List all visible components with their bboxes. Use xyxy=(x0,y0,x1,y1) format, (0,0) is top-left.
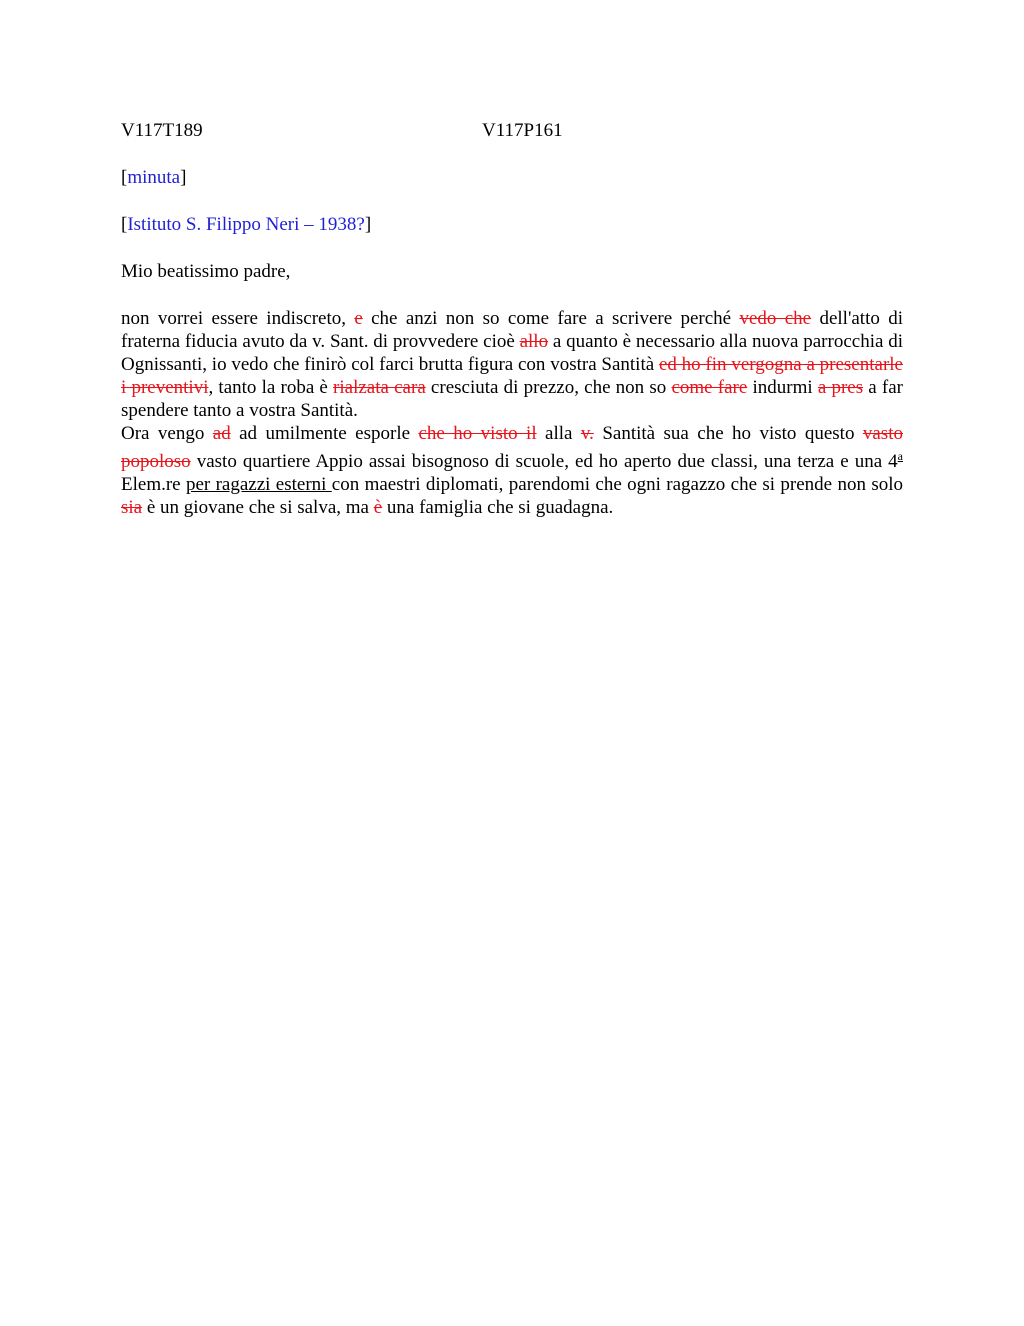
document-code-left: V117T189 xyxy=(121,120,203,141)
letter-paragraph-2 xyxy=(121,422,903,519)
text-segment: una famiglia che si guadagna. xyxy=(382,497,614,518)
document-page xyxy=(121,119,903,519)
istituto-label: Istituto S. Filippo Neri – 1938? xyxy=(127,214,365,235)
text-segment: a far spendere tanto a vostra Santità. xyxy=(121,377,903,421)
deleted-text: vedo che xyxy=(739,308,812,329)
bracket-close: ] xyxy=(364,214,372,235)
text-segment: , tanto la roba è xyxy=(208,377,334,398)
text-segment: ad umilmente esporle xyxy=(230,423,419,444)
text-segment: Santità sua che ho visto questo xyxy=(593,423,863,444)
deleted-text: allo xyxy=(519,331,549,352)
text-segment: con maestri diplomati, parendomi che ogni ragazzo che si prende non solo xyxy=(331,474,903,495)
text-segment: a quanto è necessario alla nuova parrocchia di Ognissanti, io vedo che finirò col farci brutta figura con vostra Santità xyxy=(121,331,903,375)
underlined-text: per ragazzi esterni xyxy=(185,474,332,495)
text-segment: cresciuta di prezzo, che non so xyxy=(425,377,672,398)
bracket-open: [ xyxy=(121,214,128,235)
letter-greeting: Mio beatissimo padre, xyxy=(121,261,291,282)
text-segment: che anzi non so come fare a scrivere perché xyxy=(362,308,740,329)
editorial-note-istituto xyxy=(121,213,903,236)
superscript-text: a xyxy=(897,449,903,463)
minuta-label: minuta xyxy=(127,167,181,188)
deleted-text: sia xyxy=(121,497,143,518)
deleted-text: che ho visto il xyxy=(418,423,537,444)
document-code-right: V117P161 xyxy=(482,120,563,141)
text-segment: è un giovane che si salva, ma xyxy=(142,497,374,518)
deleted-text: ad xyxy=(212,423,231,444)
deleted-text: vasto popoloso xyxy=(121,423,903,472)
bracket-close: ] xyxy=(180,167,187,188)
letter-paragraph-1 xyxy=(121,307,903,422)
text-segment: alla xyxy=(536,423,581,444)
text-segment: dell'atto di fraterna fiducia avuto da v. Sant. di provvedere cioè xyxy=(121,308,903,352)
deleted-text: a pres xyxy=(817,377,864,398)
deleted-text: rialzata cara xyxy=(333,377,426,398)
text-segment: vasto quartiere Appio assai bisognoso di scuole, ed ho aperto due classi, una terza e una 4 xyxy=(190,451,898,472)
text-segment: non vorrei essere indiscreto, xyxy=(121,308,355,329)
bracket-open: [ xyxy=(121,167,128,188)
deleted-text: come fare xyxy=(671,377,748,398)
deleted-text: v. xyxy=(580,423,594,444)
deleted-text: e xyxy=(354,308,363,329)
document-codes xyxy=(121,119,903,142)
deleted-text: ed ho fin vergogna a presentarle i preventivi xyxy=(121,354,903,398)
deleted-text: è xyxy=(373,497,383,518)
text-segment: Elem.re xyxy=(121,474,186,495)
text-segment: indurmi xyxy=(747,377,818,398)
editorial-note-minuta xyxy=(121,166,903,189)
text-segment: Ora vengo xyxy=(121,423,213,444)
